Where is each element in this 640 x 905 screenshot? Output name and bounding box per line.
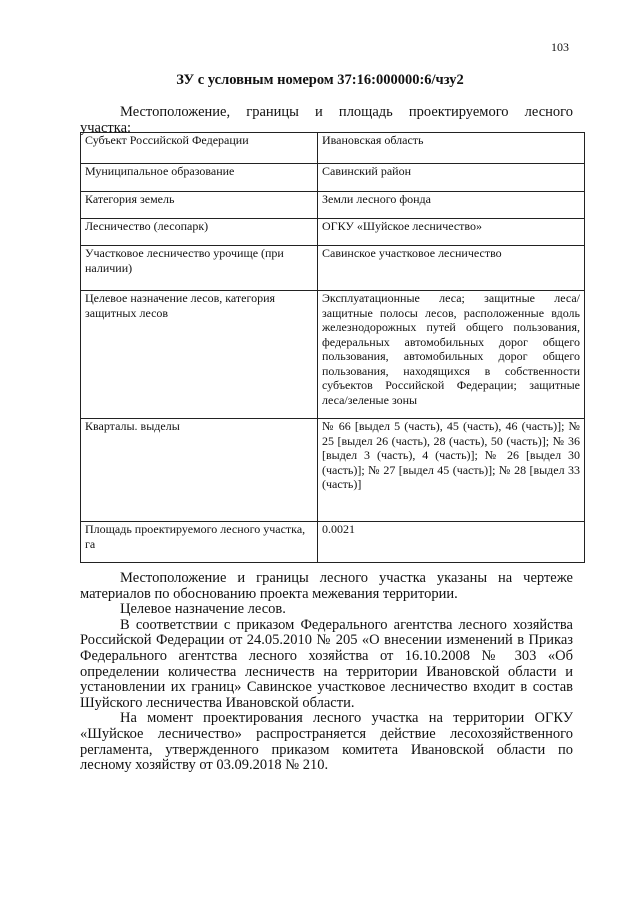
row-label: Субъект Российской Федерации [81,133,318,164]
table-row [81,291,585,419]
body-text [80,571,573,774]
paragraph: На момент проектирования лесного участка на территории ОГКУ «Шуйское лесничество» распространяется действие лесохозяйственного регламента, утвержденного приказом комитета Ивановской области по лесному хозяйству от 03.09.2018 № 210. [80,710,573,774]
intro-line-1: Местоположение, границы и площадь проектируемого лесного [120,104,573,120]
row-value: 0.0021 [318,522,585,563]
table-row [81,419,585,522]
plot-info-table [80,132,585,563]
intro-line-2: участка: [80,120,132,136]
row-label: Участковое лесничество урочище (при наличии) [81,246,318,291]
section-title: ЗУ с условным номером 37:16:000000:6/чзу2 [176,72,464,88]
table-row [81,164,585,192]
row-value: Савинское участковое лесничество [318,246,585,291]
row-label: Целевое назначение лесов, категория защитных лесов [81,291,318,419]
row-value: Савинский район [318,164,585,192]
row-value: № 66 [выдел 5 (часть), 45 (часть), 46 (часть)]; № 25 [выдел 26 (часть), 28 (часть), 50 (часть)]; № 36 [выдел 3 (часть), 4 (часть)]; № 26 [выдел 30 (часть)]; № 27 [выдел 45 (часть)]; № 28 [выдел 33 (часть)] [318,419,585,522]
row-label: Кварталы. выделы [81,419,318,522]
row-value: Земли лесного фонда [318,192,585,219]
paragraph: Местоположение и границы лесного участка указаны на чертеже материалов по обоснованию проекта межевания территории. [80,570,573,602]
table-row [81,219,585,246]
paragraph: В соответствии с приказом Федерального агентства лесного хозяйства Российской Федерации от 24.05.2010 № 205 «О внесении изменений в Приказ Федерального агентства лесного хозяйства от 16.10.2008 № 303 «Об определении количества лесничеств на территории Ивановской области и установлении их границ» Савинское участковое лесничество входит в состав Шуйского лесничества Ивановской области. [80,616,573,711]
row-label: Площадь проектируемого лесного участка, га [81,522,318,563]
paragraph: Целевое назначение лесов. [120,601,286,618]
table-row [81,522,585,563]
row-value: ОГКУ «Шуйское лесничество» [318,219,585,246]
table-row [81,192,585,219]
page-number: 103 [551,40,569,54]
row-value: Ивановская область [318,133,585,164]
row-value: Эксплуатационные леса; защитные леса/ защитные полосы лесов, расположенные вдоль железнодорожных путей общего пользования, федеральных автомобильных дорог общего пользования, автомобильных дорог общего пользования, находящихся в собственности субъектов Российской Федерации; защитные леса/зеленые зоны [318,291,585,419]
table-row [81,133,585,164]
row-label: Муниципальное образование [81,164,318,192]
table-row [81,246,585,291]
row-label: Лесничество (лесопарк) [81,219,318,246]
row-label: Категория земель [81,192,318,219]
